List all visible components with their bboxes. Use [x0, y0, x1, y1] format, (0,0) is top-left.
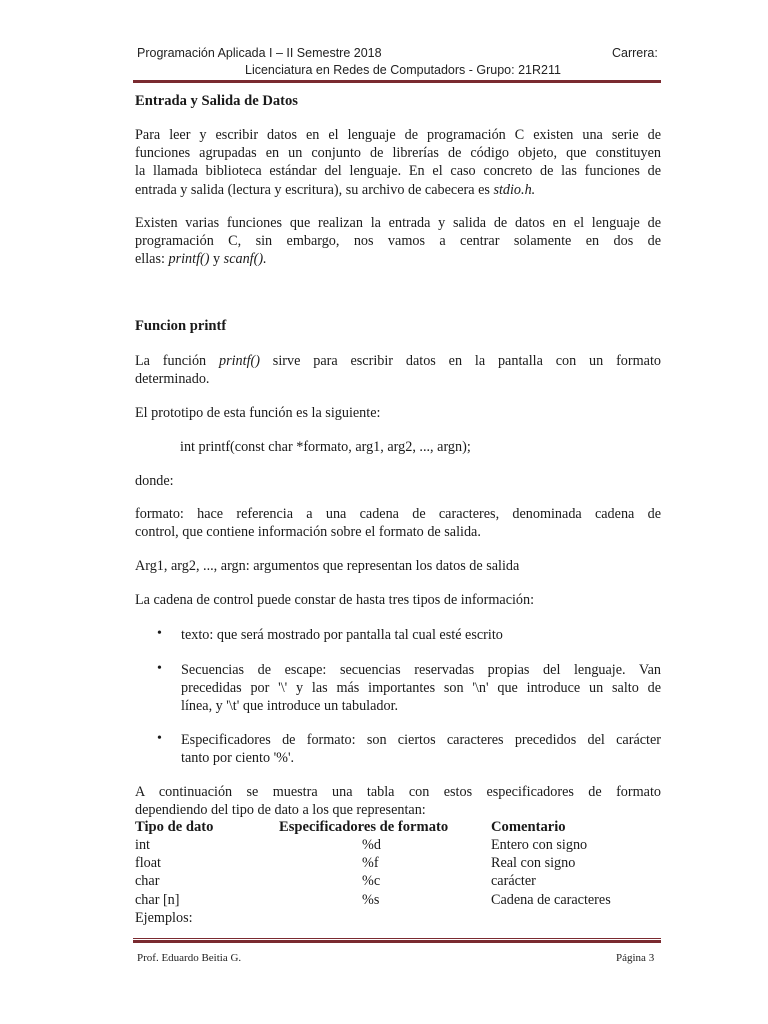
table-cell-comment: Real con signo — [491, 855, 576, 871]
paragraph-line: dependiendo del tipo de dato a los que representan: — [135, 802, 426, 819]
table-cell-type: char [n] — [135, 892, 180, 908]
header-degree-group: Licenciatura en Redes de Computadors - Grupo: 21R211 — [245, 63, 561, 77]
table-cell-type: float — [135, 855, 161, 871]
text-run: y — [209, 251, 224, 268]
paragraph-printf-desc — [135, 352, 661, 388]
table-header-tipo: Tipo de dato — [135, 819, 214, 835]
table-cell-type: char — [135, 873, 160, 889]
paragraph-line: A continuación se muestra una tabla con estos especificadores de formato — [135, 784, 661, 800]
paragraph-line: Existen varias funciones que realizan la entrada y salida de datos en el lenguaje de — [135, 215, 661, 231]
paragraph-line — [135, 250, 661, 268]
bullet-texto: texto: que será mostrado por pantalla tal cual esté escrito — [181, 627, 503, 643]
paragraph-line — [135, 352, 661, 370]
table-header-comentario: Comentario — [491, 819, 566, 835]
printf-name: printf() — [218, 353, 260, 369]
printf-name: printf() — [168, 251, 210, 268]
table-cell-specifier: %f — [362, 855, 379, 871]
paragraph-line: tanto por ciento '%'. — [181, 750, 295, 767]
table-cell-comment: Entero con signo — [491, 837, 588, 853]
paragraph-line: línea, y '\t' que introduce un tabulador. — [181, 698, 399, 715]
paragraph-line: Para leer y escribir datos en el lenguaje de programación C existen una serie de — [135, 127, 661, 143]
paragraph-formato — [135, 505, 661, 541]
paragraph-functions — [135, 214, 661, 269]
table-cell-comment: carácter — [491, 873, 536, 889]
paragraph-line: determinado. — [135, 371, 210, 388]
paragraph-table-intro — [135, 783, 661, 819]
text-run: ellas: — [135, 251, 169, 268]
stdio-filename: stdio.h. — [493, 181, 536, 198]
bullet-especificadores — [181, 731, 661, 767]
bullet-secuencias — [181, 661, 661, 716]
bullet-icon: • — [157, 661, 162, 676]
paragraph-line: Secuencias de escape: secuencias reservadas propias del lenguaje. Van — [181, 662, 661, 678]
table-cell-specifier: %s — [362, 892, 380, 908]
table-cell-type: int — [135, 837, 150, 853]
header-course: Programación Aplicada I – II Semestre 2018 — [137, 46, 382, 60]
text-run: sirve para escribir datos en la pantalla con un formato — [259, 353, 661, 369]
paragraph-intro — [135, 126, 661, 199]
bullet-icon: • — [157, 626, 162, 641]
scanf-name: scanf(). — [223, 251, 267, 268]
header-career-label: Carrera: — [612, 46, 658, 60]
paragraph-line: Especificadores de formato: son ciertos caracteres precedidos del carácter — [181, 732, 661, 748]
paragraph-line: formato: hace referencia a una cadena de caracteres, denominada cadena de — [135, 506, 661, 522]
control-intro: La cadena de control puede constar de hasta tres tipos de información: — [135, 592, 535, 608]
table-cell-specifier: %c — [362, 873, 381, 889]
text-run: entrada y salida (lectura y escritura), su archivo de cabecera es — [135, 181, 494, 198]
header-rule — [133, 80, 661, 83]
text-run: La función — [135, 353, 219, 369]
paragraph-args: Arg1, arg2, ..., argn: argumentos que representan los datos de salida — [135, 558, 520, 574]
prototype-intro: El prototipo de esta función es la siguiente: — [135, 405, 381, 421]
footer-rule — [133, 938, 661, 943]
table-cell-specifier: %d — [362, 837, 381, 853]
footer-author: Prof. Eduardo Beitia G. — [137, 952, 242, 964]
paragraph-line — [135, 181, 661, 199]
prototype-signature: int printf(const char *formato, arg1, arg2, ..., argn); — [180, 439, 471, 455]
paragraph-line: funciones agrupadas en un conjunto de librerías de código objeto, que constituyen — [135, 145, 661, 162]
section-heading-entrada-salida: Entrada y Salida de Datos — [135, 93, 298, 109]
bullet-icon: • — [157, 731, 162, 746]
donde-label: donde: — [135, 473, 174, 489]
table-cell-comment: Cadena de caracteres — [491, 892, 611, 908]
table-header-especificadores: Especificadores de formato — [279, 819, 449, 835]
paragraph-line: la llamada biblioteca estándar del lenguaje. En el caso concreto de las funciones de — [135, 163, 661, 180]
footer-page-number: Página 3 — [616, 952, 655, 964]
paragraph-line: precedidas por '\' y las más importantes son '\n' que introduce un salto de — [181, 680, 661, 697]
section-heading-printf: Funcion printf — [135, 318, 227, 334]
paragraph-line: control, que contiene información sobre el formato de salida. — [135, 524, 481, 541]
paragraph-line: programación C, sin embargo, nos vamos a centrar solamente en dos de — [135, 233, 661, 250]
examples-label: Ejemplos: — [135, 910, 193, 926]
